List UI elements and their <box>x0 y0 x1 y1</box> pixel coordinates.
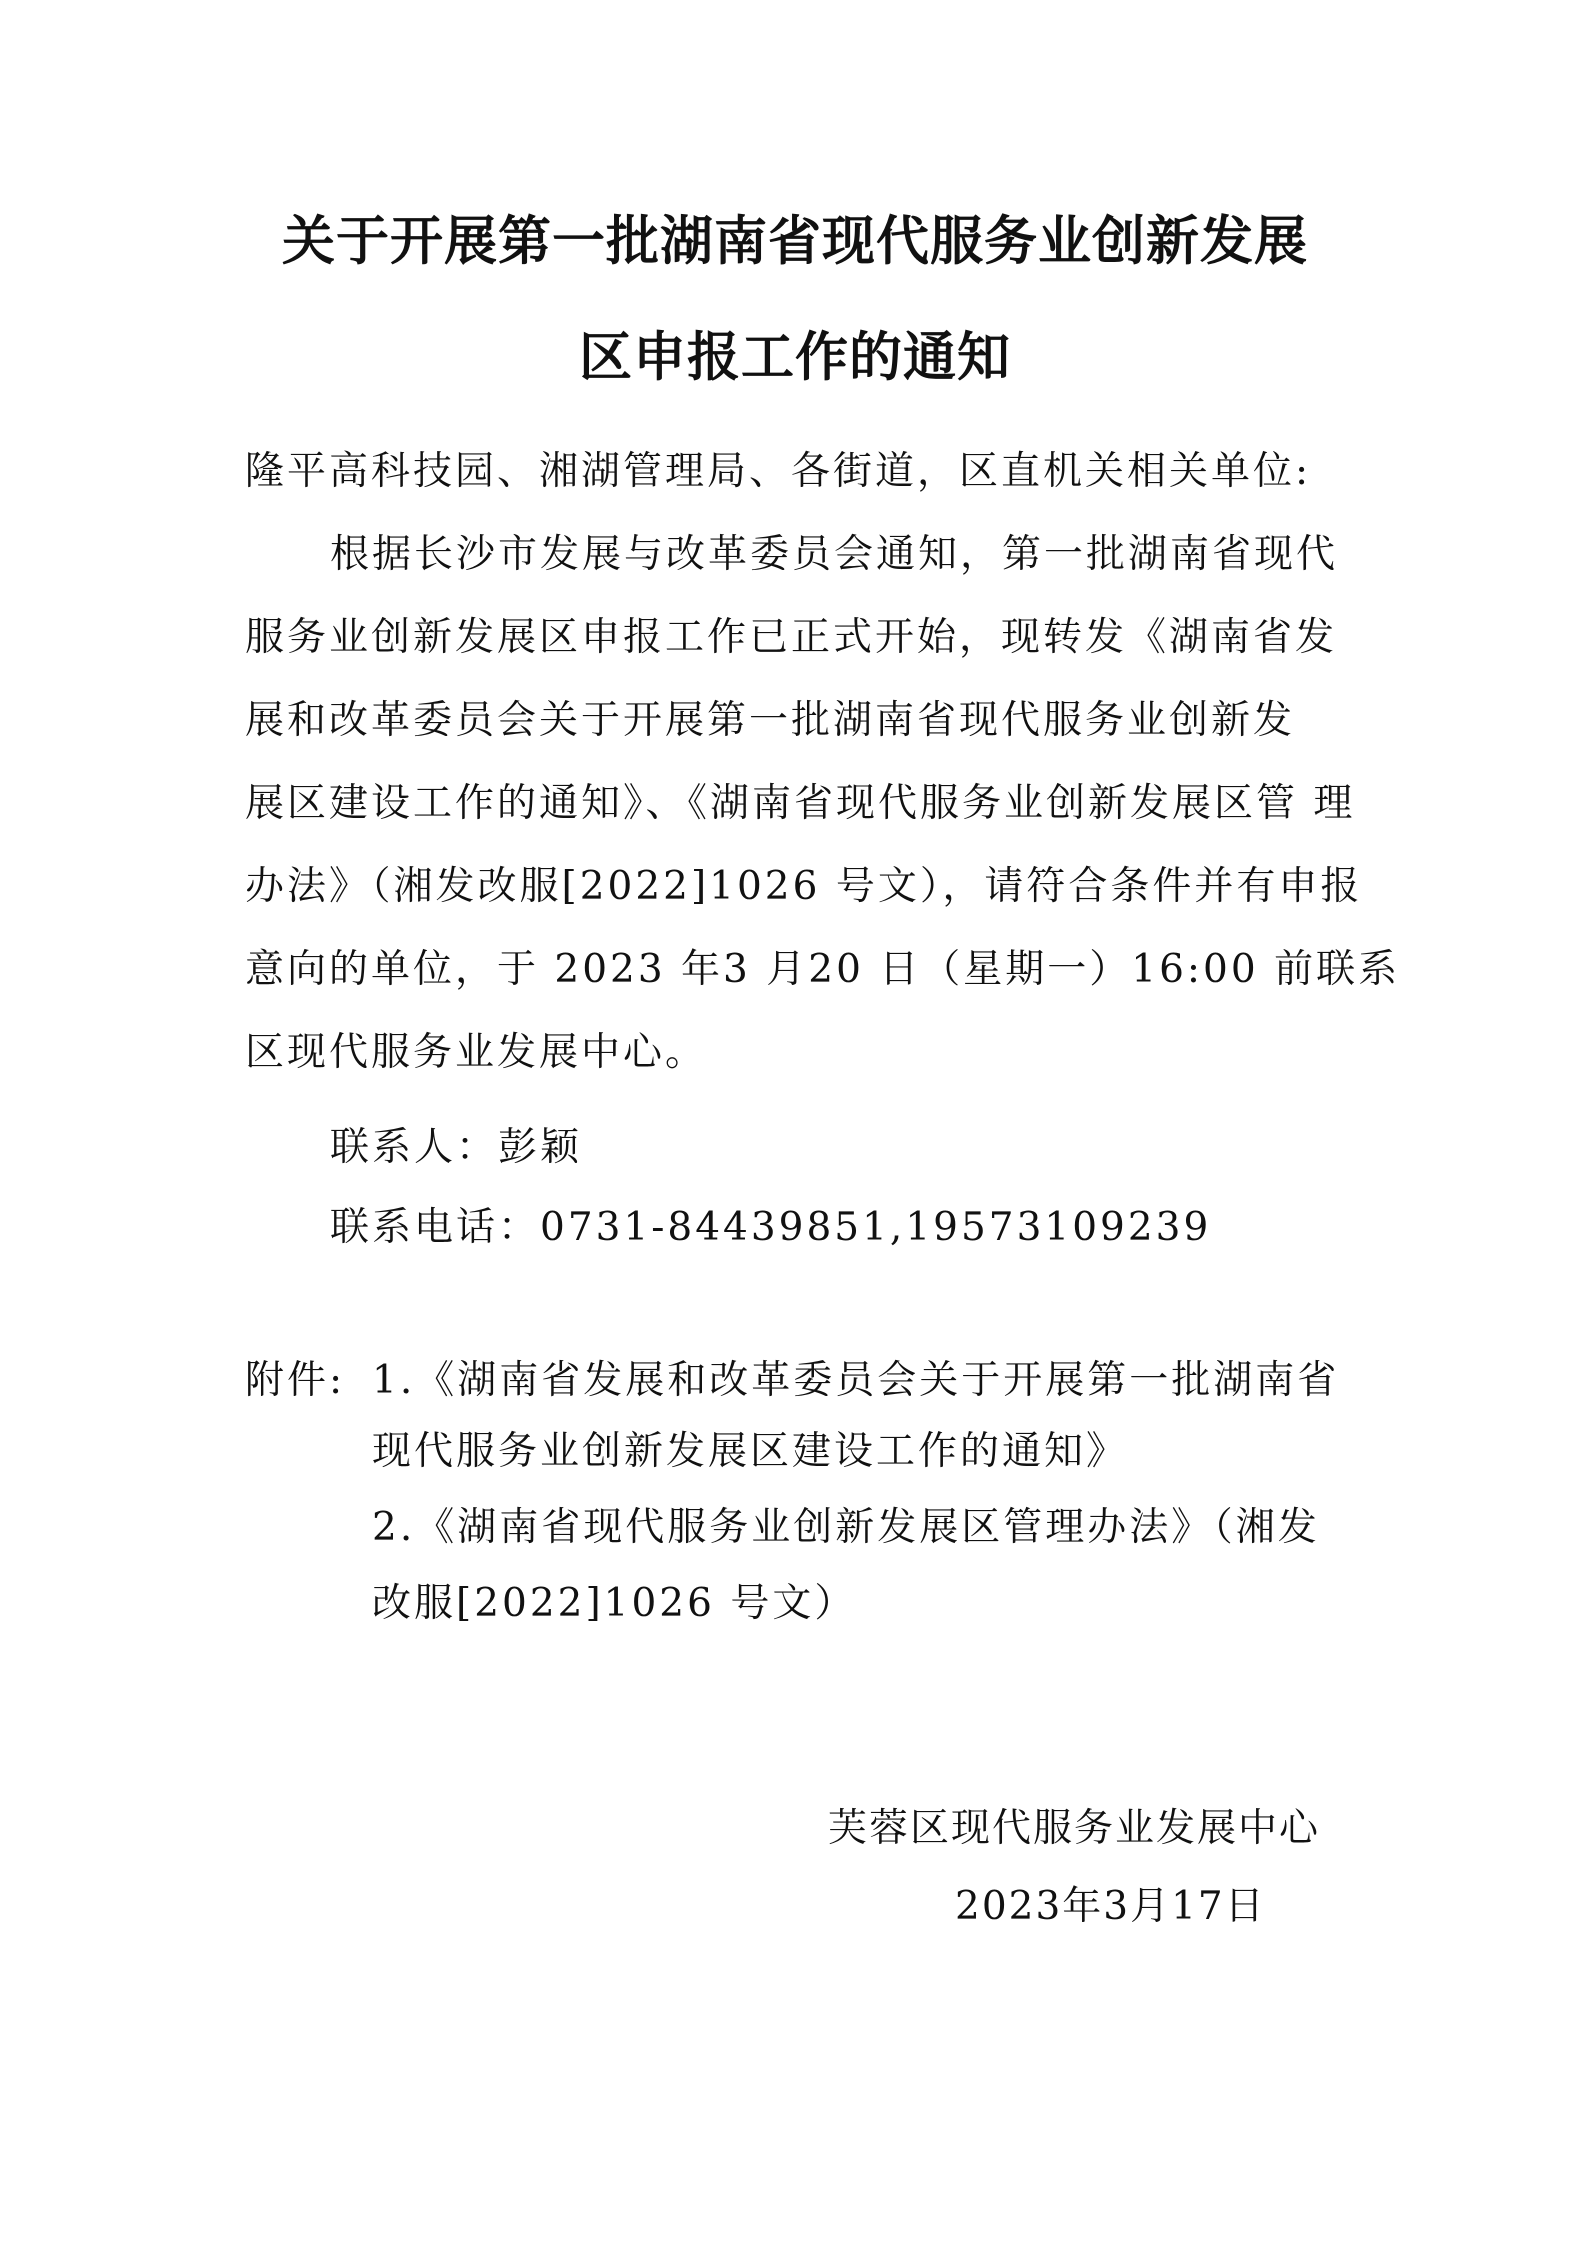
body-line-1: 根据长沙市发展与改革委员会通知，第一批湖南省现代 <box>330 532 1339 577</box>
document-title-line-2: 区申报工作的通知 <box>579 327 1011 388</box>
signature-organization: 芙蓉区现代服务业发展中心 <box>828 1806 1321 1851</box>
signature-date: 2023年3月17日 <box>955 1884 1266 1929</box>
addressee: 隆平高科技园、湘湖管理局、各街道，区直机关相关单位: <box>245 449 1312 494</box>
body-line-7: 区现代服务业发展中心。 <box>245 1030 708 1075</box>
attachment-1-line-1: 1.《湖南省发展和改革委员会关于开展第一批湖南省 <box>372 1358 1340 1403</box>
attachment-2-line-1: 2.《湖南省现代服务业创新发展区管理办法》（湘发 <box>372 1505 1320 1550</box>
contact-phone: 联系电话：0731-84439851,19573109239 <box>330 1205 1212 1250</box>
attachments-label: 附件: <box>245 1358 346 1403</box>
body-line-4: 展区建设工作的通知》、《湖南省现代服务业创新发展区管 理 <box>245 781 1356 826</box>
body-line-2: 服务业创新发展区申报工作已正式开始，现转发《湖南省发 <box>245 615 1338 660</box>
body-line-6: 意向的单位，于 2023 年3 月20 日（星期一）16:00 前联系 <box>245 947 1401 992</box>
contact-person: 联系人：彭颖 <box>330 1125 583 1170</box>
attachment-2-line-2: 改服[2022]1026 号文） <box>372 1581 857 1626</box>
document-title-line-1: 关于开展第一批湖南省现代服务业创新发展 <box>282 211 1308 272</box>
body-line-3: 展和改革委员会关于开展第一批湖南省现代服务业创新发 <box>245 698 1296 743</box>
body-line-5: 办法》（湘发改服[2022]1026 号文），请符合条件并有申报 <box>245 864 1363 909</box>
attachment-1-line-2: 现代服务业创新发展区建设工作的通知》 <box>372 1429 1129 1474</box>
